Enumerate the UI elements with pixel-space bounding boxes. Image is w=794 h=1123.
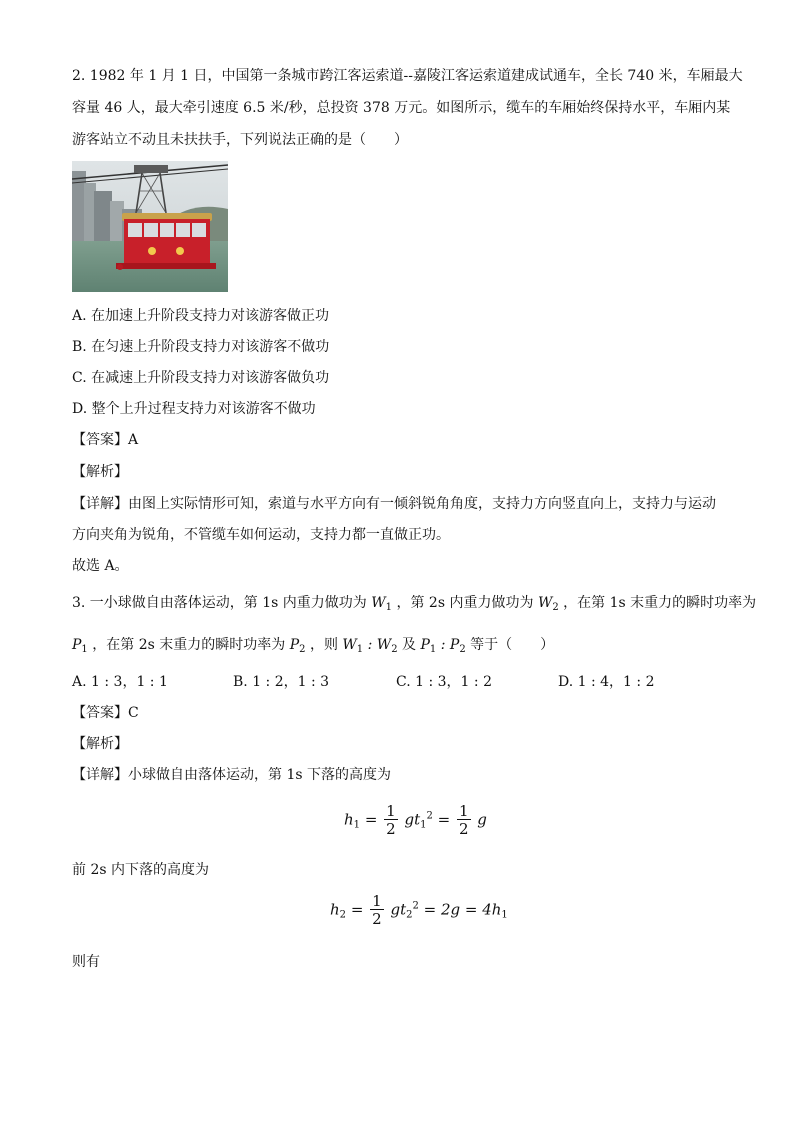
cable-car-photo xyxy=(72,161,228,292)
q2-stem-line2: 容量 46 人，最大牵引速度 6.5 米/秒，总投资 378 万元。如图所示，缆车的车厢始终保持水平，车厢内某 xyxy=(72,100,731,116)
equation-h1: $h_1$ = $\frac{1}{2}$ $gt_1^2$ = $\frac{1}{2}$ g xyxy=(344,802,487,838)
symbol-p2: $P_2$ xyxy=(289,637,306,655)
q2-analysis-label: 【解析】 xyxy=(72,464,128,480)
q3-stem-part-a: 3. 一小球做自由落体运动，第 1s 内重力做功为 xyxy=(72,595,367,611)
q3-between: 前 2s 内下落的高度为 xyxy=(72,862,209,878)
q2-stem-line3: 游客站立不动且未扶扶手，下列说法正确的是（ ） xyxy=(72,132,408,148)
q3-stem-part-f: 及 xyxy=(402,637,417,653)
q2-answer: 【答案】A xyxy=(72,432,139,448)
q3-analysis-label: 【解析】 xyxy=(72,736,128,752)
q3-answer: 【答案】C xyxy=(72,705,139,721)
q3-stem-part-c: ，在第 1s 末重力的瞬时功率为 xyxy=(563,595,757,611)
symbol-w2: $W_2$ xyxy=(537,595,559,613)
symbol-w1: $W_1$ xyxy=(371,595,393,613)
q3-then: 则有 xyxy=(72,954,100,970)
ratio-p1-p2: $P_1$ : $P_2$ xyxy=(420,637,466,655)
q3-detail: 【详解】小球做自由落体运动，第 1s 下落的高度为 xyxy=(72,767,391,783)
q3-stem-part-g: 等于（ ） xyxy=(470,637,555,653)
q3-stem-part-b: ，第 2s 内重力做功为 xyxy=(396,595,534,611)
symbol-p1: $P_1$ xyxy=(72,637,88,655)
q2-conclusion: 故选 A。 xyxy=(72,558,129,574)
q3-choice-a: A. 1 : 3，1 : 1 xyxy=(72,674,168,690)
q3-stem-part-d: ，在第 2s 末重力的瞬时功率为 xyxy=(92,637,286,653)
q3-stem-line1 xyxy=(72,593,757,618)
q3-stem-part-e: ，则 xyxy=(309,637,338,653)
q2-option-c: C. 在减速上升阶段支持力对该游客做负功 xyxy=(72,370,330,386)
q3-choice-c: C. 1 : 3，1 : 2 xyxy=(396,674,492,690)
q2-option-d: D. 整个上升过程支持力对该游客不做功 xyxy=(72,401,316,417)
q2-option-a: A. 在加速上升阶段支持力对该游客做正功 xyxy=(72,308,330,324)
q3-choice-b: B. 1 : 2，1 : 3 xyxy=(233,674,330,690)
q3-choice-d: D. 1 : 4，1 : 2 xyxy=(558,674,655,690)
q3-stem-line2 xyxy=(72,635,722,660)
q2-option-b: B. 在匀速上升阶段支持力对该游客不做功 xyxy=(72,339,330,355)
q2-detail-line2: 方向夹角为锐角，不管缆车如何运动，支持力都一直做正功。 xyxy=(72,527,450,543)
equation-h2: $h_2$ = $\frac{1}{2}$ $gt_2^2 = 2g = 4h_1$ xyxy=(330,892,508,928)
q2-stem-line1: 2. 1982 年 1 月 1 日，中国第一条城市跨江客运索道--嘉陵江客运索道建成试通车，全长 740 米，车厢最大 xyxy=(72,68,743,84)
ratio-w1-w2: $W_1$ : $W_2$ xyxy=(342,637,398,655)
q2-detail-line1: 【详解】由图上实际情形可知，索道与水平方向有一倾斜锐角角度，支持力方向竖直向上，支持力与运动 xyxy=(72,496,716,512)
